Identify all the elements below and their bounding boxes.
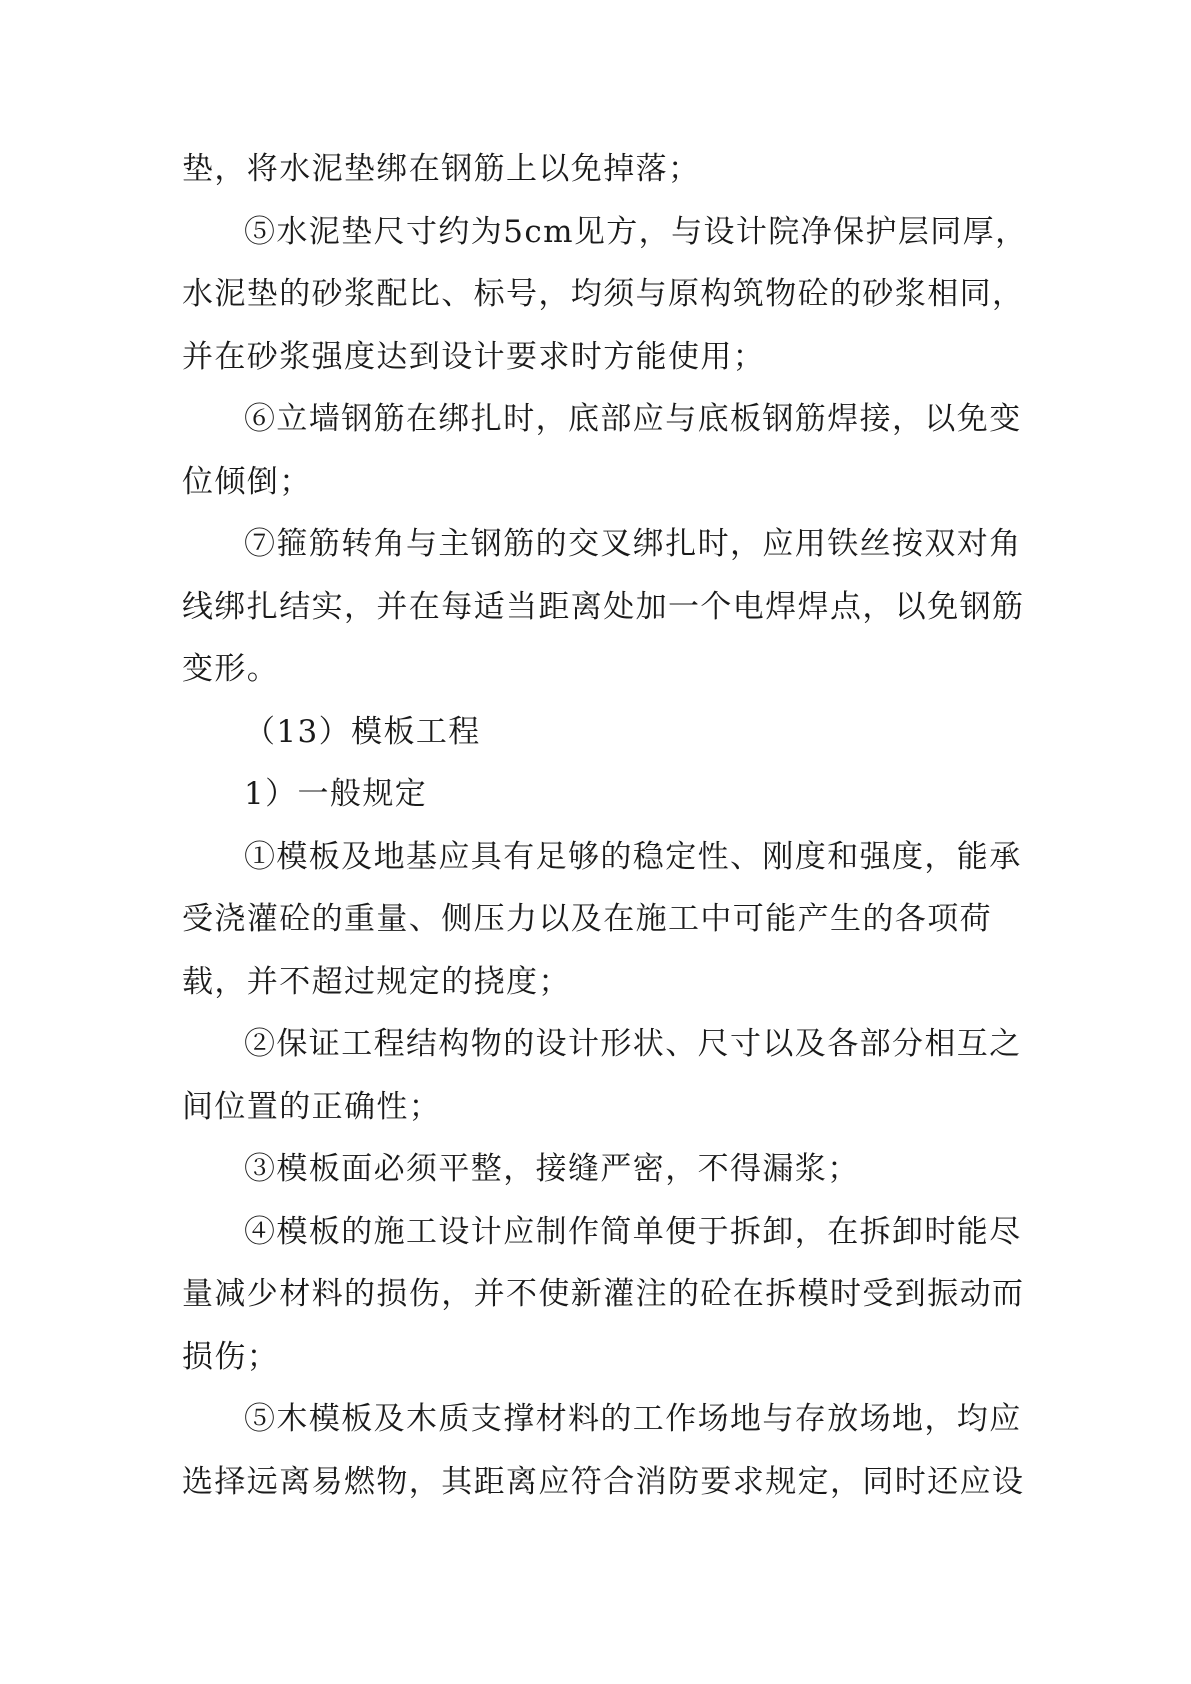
text-line: 垫，将水泥垫绑在钢筋上以免掉落； (182, 151, 701, 187)
text-line: ②保证工程结构物的设计形状、尺寸以及各部分相互之 (244, 1026, 1022, 1062)
text-line: ⑤木模板及木质支撑材料的工作场地与存放场地，均应 (244, 1401, 1022, 1437)
section-heading: （13）模板工程 (244, 713, 481, 750)
text-line: 间位置的正确性； (182, 1088, 442, 1125)
text-line: 损伤； (182, 1338, 280, 1375)
text-line: ④模板的施工设计应制作简单便于拆卸，在拆卸时能尽 (244, 1213, 1022, 1250)
subsection-heading: 1）一般规定 (244, 776, 428, 812)
document-body (182, 138, 1028, 1513)
text-line: 变形。 (182, 651, 280, 687)
text-line: ⑤水泥垫尺寸约为5cm见方，与设计院净保护层同厚， (244, 213, 1028, 250)
text-line: 线绑扎结实，并在每适当距离处加一个电焊焊点，以免钢筋 (182, 588, 1025, 625)
text-line: 选择远离易燃物，其距离应符合消防要求规定，同时还应设 (182, 1463, 1025, 1500)
text-line: ③模板面必须平整，接缝严密，不得漏浆； (244, 1151, 860, 1187)
text-line: ⑦箍筋转角与主钢筋的交叉绑扎时，应用铁丝按双对角 (244, 526, 1022, 562)
text-line: 并在砂浆强度达到设计要求时方能使用； (182, 338, 766, 375)
text-line: 量减少材料的损伤，并不使新灌注的砼在拆模时受到振动而 (182, 1276, 1025, 1312)
text-line: 水泥垫的砂浆配比、标号，均须与原构筑物砼的砂浆相同， (182, 276, 1025, 312)
text-line: 位倾倒； (182, 463, 312, 500)
text-line: 受浇灌砼的重量、侧压力以及在施工中可能产生的各项荷 (182, 901, 992, 937)
text-line: 载，并不超过规定的挠度； (182, 963, 571, 1000)
text-line: ①模板及地基应具有足够的稳定性、刚度和强度，能承 (244, 838, 1022, 875)
text-line: ⑥立墙钢筋在绑扎时，底部应与底板钢筋焊接，以免变 (244, 401, 1022, 437)
